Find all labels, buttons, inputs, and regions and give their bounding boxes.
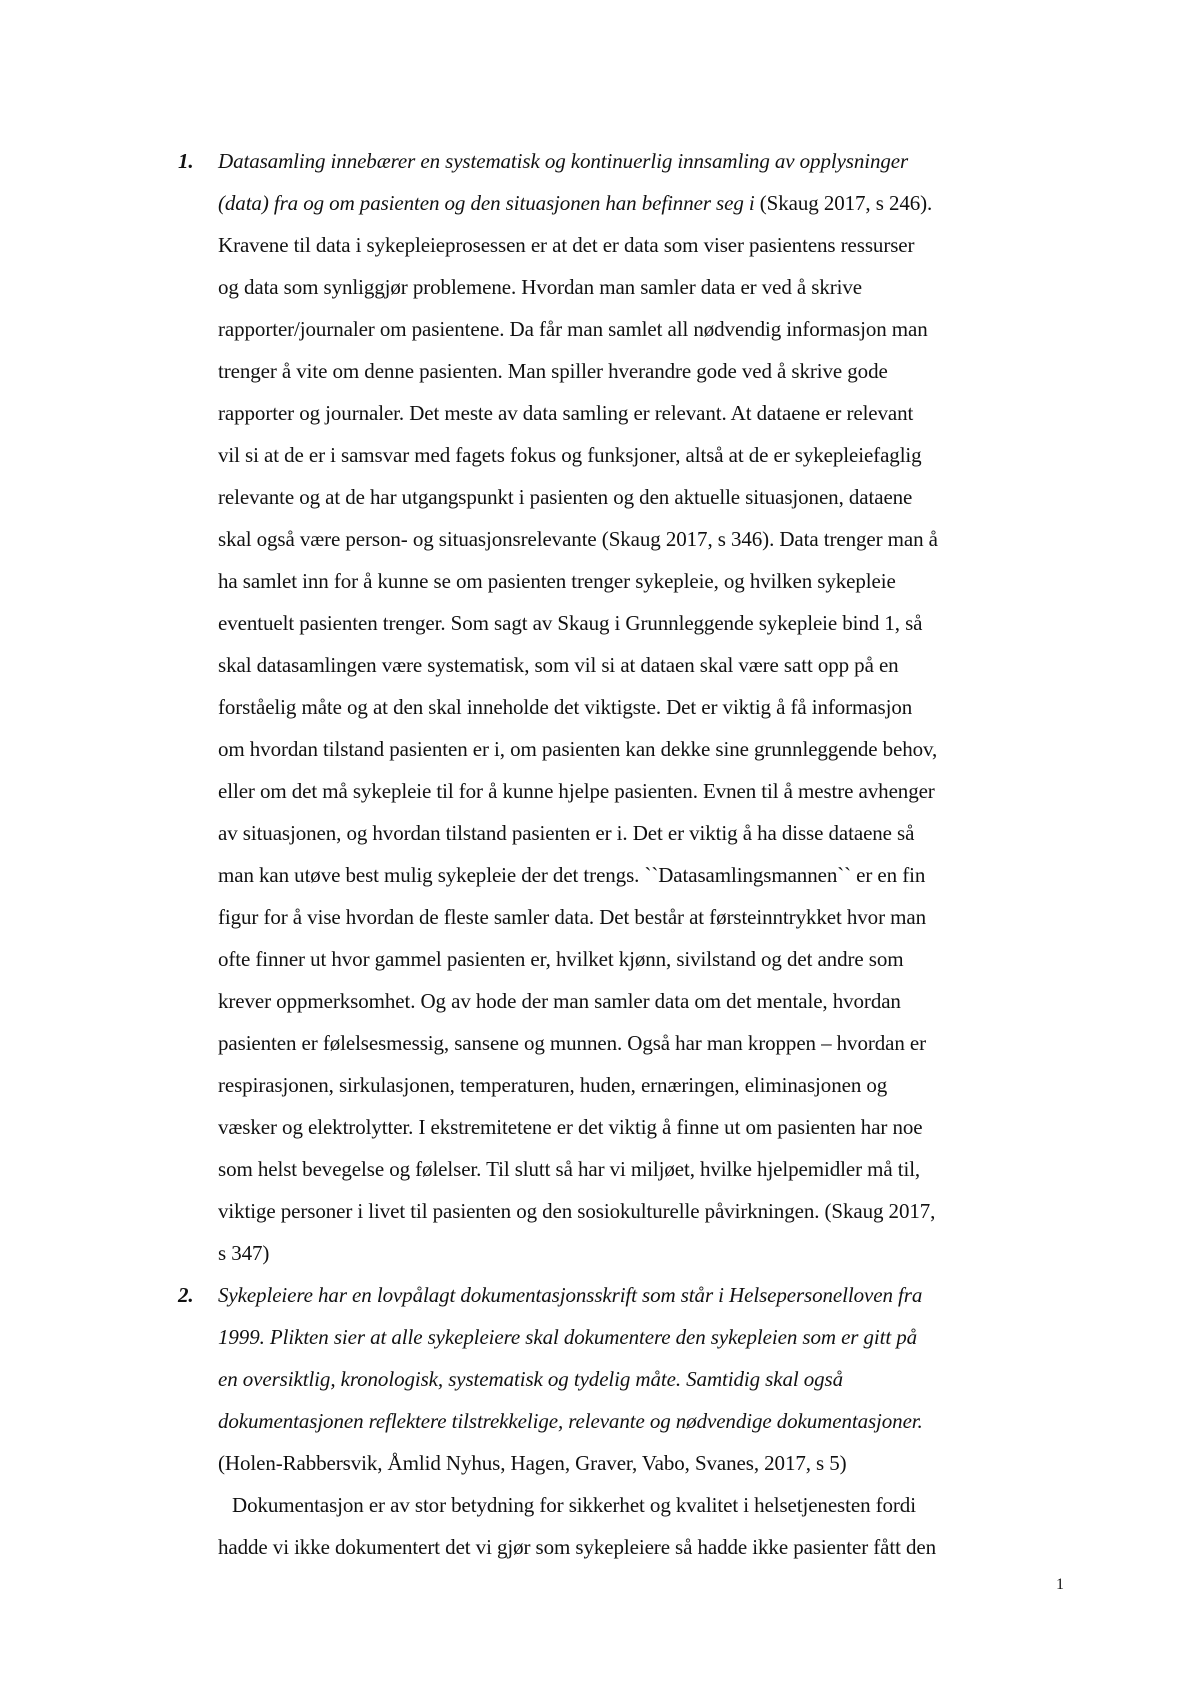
regular-text: ofte finner ut hvor gammel pasienten er, hvilket kjønn, sivilstand og det andre som xyxy=(218,947,904,971)
text-line xyxy=(218,896,1068,938)
text-line xyxy=(218,770,1068,812)
regular-text: forståelig måte og at den skal inneholde det viktigste. Det er viktig å få informasjon xyxy=(218,695,913,719)
italic-text: dokumentasjonen reflektere tilstrekkelige, relevante og nødvendige dokumentasjoner. xyxy=(218,1409,923,1433)
text-line xyxy=(218,1190,1068,1232)
text-line xyxy=(218,1274,1068,1316)
italic-text: en oversiktlig, kronologisk, systematisk og tydelig måte. Samtidig skal også xyxy=(218,1367,844,1391)
italic-text: 1999. Plikten sier at alle sykepleiere skal dokumentere den sykepleien som er gitt på xyxy=(218,1325,918,1349)
regular-text: skal datasamlingen være systematisk, som vil si at dataen skal være satt opp på en xyxy=(218,653,899,677)
text-line xyxy=(218,308,1068,350)
regular-text: pasienten er følelsesmessig, sansene og munnen. Også har man kroppen – hvordan er xyxy=(218,1031,927,1055)
text-line xyxy=(218,812,1068,854)
regular-text: som helst bevegelse og følelser. Til slutt så har vi miljøet, hvilke hjelpemidler må til, xyxy=(218,1157,921,1181)
text-line xyxy=(218,476,1068,518)
regular-text: (Holen-Rabbersvik, Åmlid Nyhus, Hagen, Graver, Vabo, Svanes, 2017, s 5) xyxy=(218,1451,847,1475)
regular-text: av situasjonen, og hvordan tilstand pasienten er i. Det er viktig å ha disse dataene så xyxy=(218,821,915,845)
text-line xyxy=(218,1106,1068,1148)
text-line xyxy=(218,224,1068,266)
regular-text: respirasjonen, sirkulasjonen, temperaturen, huden, ernæringen, eliminasjonen og xyxy=(218,1073,888,1097)
text-line xyxy=(218,1232,1068,1274)
list-item-text xyxy=(218,1274,1068,1484)
text-line xyxy=(218,350,1068,392)
text-line xyxy=(218,1022,1068,1064)
list-number: 1. xyxy=(178,149,194,173)
text-line xyxy=(218,854,1068,896)
regular-text: eller om det må sykepleie til for å kunne hjelpe pasienten. Evnen til å mestre avhenger xyxy=(218,779,935,803)
text-line xyxy=(218,980,1068,1022)
regular-text: om hvordan tilstand pasienten er i, om pasienten kan dekke sine grunnleggende behov, xyxy=(218,737,938,761)
regular-text: relevante og at de har utgangspunkt i pasienten og den aktuelle situasjonen, dataene xyxy=(218,485,913,509)
page-number: 1 xyxy=(1056,1576,1064,1593)
text-line xyxy=(218,644,1068,686)
text-line xyxy=(218,938,1068,980)
regular-text: viktige personer i livet til pasienten og den sosiokulturelle påvirkningen. (Skaug 2017, xyxy=(218,1199,936,1223)
text-line xyxy=(218,434,1068,476)
regular-text: og data som synliggjør problemene. Hvordan man samler data er ved å skrive xyxy=(218,275,862,299)
regular-text: rapporter og journaler. Det meste av data samling er relevant. At dataene er relevant xyxy=(218,401,914,425)
text-line xyxy=(218,728,1068,770)
regular-text: væsker og elektrolytter. I ekstremitetene er det viktig å finne ut om pasienten har noe xyxy=(218,1115,923,1139)
regular-text: ha samlet inn for å kunne se om pasienten trenger sykepleie, og hvilken sykepleie xyxy=(218,569,896,593)
regular-text: rapporter/journaler om pasientene. Da får man samlet all nødvendig informasjon man xyxy=(218,317,928,341)
text-line xyxy=(218,1400,1068,1442)
text-line xyxy=(218,1316,1068,1358)
text-line xyxy=(218,602,1068,644)
text-line xyxy=(218,266,1068,308)
regular-text: krever oppmerksomhet. Og av hode der man samler data om det mentale, hvordan xyxy=(218,989,901,1013)
regular-text: trenger å vite om denne pasienten. Man spiller hverandre gode ved å skrive gode xyxy=(218,359,888,383)
document-body xyxy=(178,140,1068,1568)
text-line: hadde vi ikke dokumentert det vi gjør som sykepleiere så hadde ikke pasienter fått den xyxy=(218,1535,937,1559)
text-line xyxy=(218,182,1068,224)
text-line xyxy=(218,1358,1068,1400)
regular-text: vil si at de er i samsvar med fagets fokus og funksjoner, altså at de er sykepleiefaglig xyxy=(218,443,922,467)
text-line xyxy=(218,1064,1068,1106)
italic-text: Sykepleiere har en lovpålagt dokumentasjonsskrift som står i Helsepersonelloven fra xyxy=(218,1283,923,1307)
list-item-2 xyxy=(178,1274,1068,1484)
list-item-text xyxy=(218,140,1068,1274)
body-paragraph xyxy=(178,1484,1068,1568)
regular-text: figur for å vise hvordan de fleste samler data. Det består at førsteinntrykket hvor man xyxy=(218,905,926,929)
italic-text: (data) fra og om pasienten og den situasjonen han befinner seg i xyxy=(218,191,755,215)
regular-text: man kan utøve best mulig sykepleie der det trengs. ``Datasamlingsmannen`` er en fin xyxy=(218,863,926,887)
regular-text: skal også være person- og situasjonsrelevante (Skaug 2017, s 346). Data trenger man å xyxy=(218,527,938,551)
list-number: 2. xyxy=(178,1283,194,1307)
regular-text: s 347) xyxy=(218,1241,270,1265)
text-line xyxy=(218,560,1068,602)
regular-text: eventuelt pasienten trenger. Som sagt av Skaug i Grunnleggende sykepleie bind 1, så xyxy=(218,611,923,635)
italic-text: Datasamling innebærer en systematisk og kontinuerlig innsamling av opplysninger xyxy=(218,149,909,173)
text-line xyxy=(218,1442,1068,1484)
text-line: Dokumentasjon er av stor betydning for sikkerhet og kvalitet i helsetjenesten fordi xyxy=(232,1493,916,1517)
text-line xyxy=(218,686,1068,728)
list-item-1 xyxy=(178,140,1068,1274)
text-line xyxy=(218,1148,1068,1190)
regular-text: (Skaug 2017, s 246). xyxy=(754,191,933,215)
regular-text: Kravene til data i sykepleieprosessen er at det er data som viser pasientens ressurser xyxy=(218,233,915,257)
text-line xyxy=(218,140,1068,182)
text-line xyxy=(218,392,1068,434)
text-line xyxy=(218,518,1068,560)
